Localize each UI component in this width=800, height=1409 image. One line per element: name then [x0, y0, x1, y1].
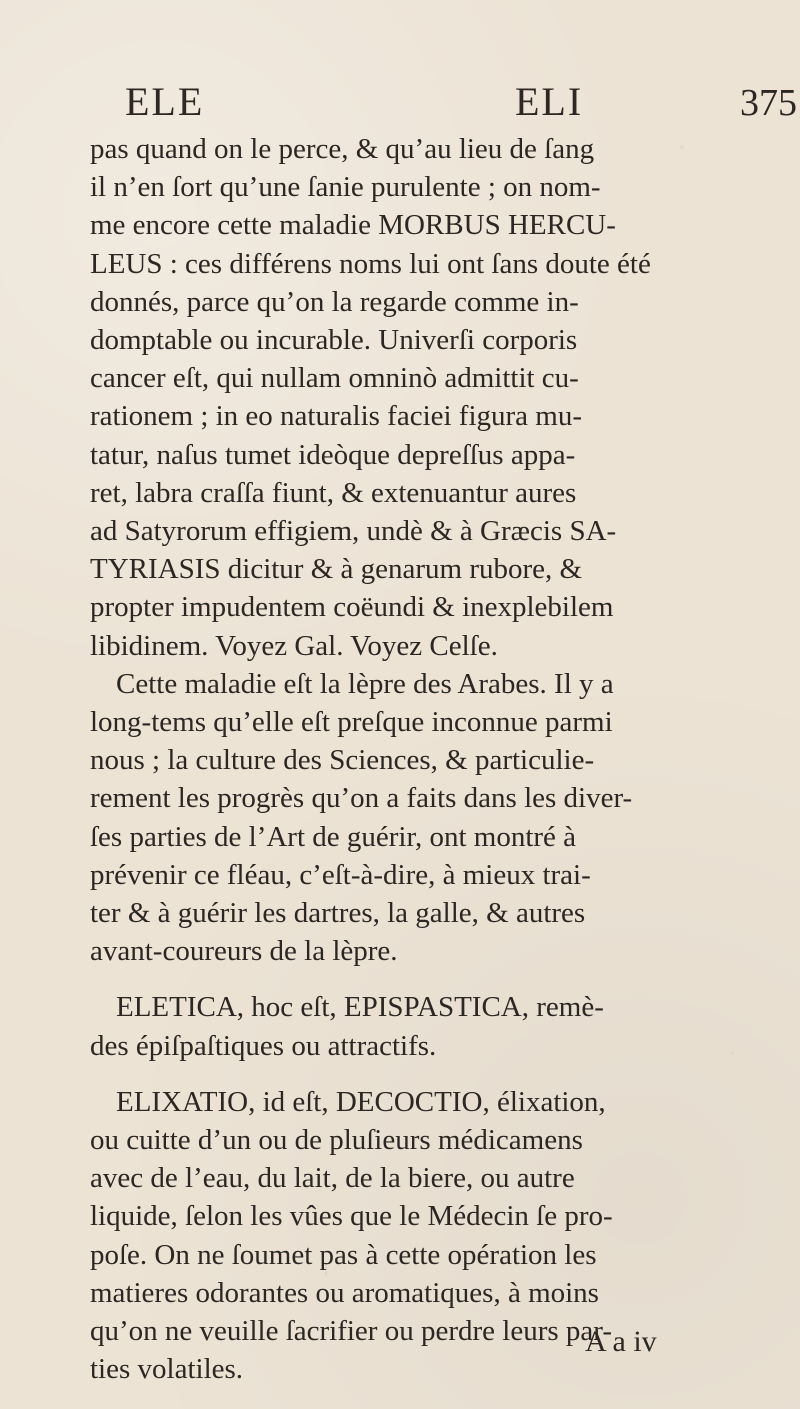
running-head-right: ELI: [515, 79, 584, 124]
text-line: ſes parties de l’Art de guérir, ont montré à: [90, 820, 577, 853]
entry-heading: ELIXATIO, id eſt, DECOCTIO, élixation,: [116, 1085, 606, 1118]
text-line: matieres odorantes ou aromatiques, à moins: [90, 1276, 599, 1309]
text-line: cancer eſt, qui nullam omninò admittit cu-: [90, 362, 579, 395]
text-line: il n’en ſort qu’une ſanie purulente ; on nom-: [90, 171, 601, 204]
text-line: poſe. On ne ſoumet pas à cette opération les: [90, 1238, 597, 1271]
page-number: 375: [740, 82, 797, 124]
text-line: pas quand on le perce, & qu’au lieu de ſang: [90, 133, 595, 165]
text-line: TYRIASIS dicitur & à genarum rubore, &: [90, 553, 583, 586]
text-line: me encore cette maladie MORBUS HERCU-: [90, 209, 616, 242]
text-line: tatur, naſus tumet ideòque depreſſus appa-: [90, 438, 576, 471]
page-header: [125, 78, 797, 126]
text-line: rationem ; in eo naturalis faciei figura mu-: [90, 400, 583, 433]
text-line: ad Satyrorum effigiem, undè & à Græcis SA-: [90, 515, 617, 548]
text-line: avant-coureurs de la lèpre.: [90, 935, 398, 968]
paper-spot: [731, 1052, 734, 1055]
text-line: liquide, ſelon les vûes que le Médecin ſe pro-: [90, 1200, 613, 1233]
text-line: LEUS : ces différens noms lui ont ſans doute été: [90, 247, 651, 280]
text-line: ret, labra craſſa fiunt, & extenuantur aures: [90, 476, 577, 509]
text-line: propter impudentem coëundi & inexplebilem: [90, 591, 614, 624]
text-line: libidinem. Voyez Gal. Voyez Celſe.: [90, 629, 498, 662]
paragraph-gap: [90, 1065, 715, 1083]
text-line: des épiſpaſtiques ou attractifs.: [90, 1029, 437, 1062]
text-line: nous ; la culture des Sciences, & particulie-: [90, 744, 595, 777]
text-line: rement les progrès qu’on a faits dans les diver-: [90, 782, 633, 815]
entry-heading: ELETICA, hoc eſt, EPISPASTICA, remè-: [116, 991, 604, 1024]
paragraph-gap: [90, 970, 715, 988]
text-line: ou cuitte d’un ou de pluſieurs médicamens: [90, 1124, 583, 1157]
running-head-left: ELE: [125, 79, 205, 124]
text-line: ter & à guérir les dartres, la galle, & autres: [90, 897, 586, 930]
text-line: long-tems qu’elle eſt preſque inconnue parmi: [90, 706, 613, 739]
text-line: avec de l’eau, du lait, de la biere, ou autre: [90, 1162, 575, 1195]
catchword: A a iv: [585, 1325, 657, 1358]
text-line: qu’on ne veuille ſacrifier ou perdre leurs par-: [90, 1315, 612, 1348]
body-text: [90, 130, 715, 1389]
text-line: domptable ou incurable. Univerſi corporis: [90, 324, 578, 357]
text-line: donnés, parce qu’on la regarde comme in-: [90, 285, 579, 318]
text-line: prévenir ce fléau, c’eſt-à-dire, à mieux trai-: [90, 858, 591, 891]
paragraph-start: Cette maladie eſt la lèpre des Arabes. Il y a: [116, 667, 614, 700]
text-line: ties volatiles.: [90, 1353, 244, 1386]
